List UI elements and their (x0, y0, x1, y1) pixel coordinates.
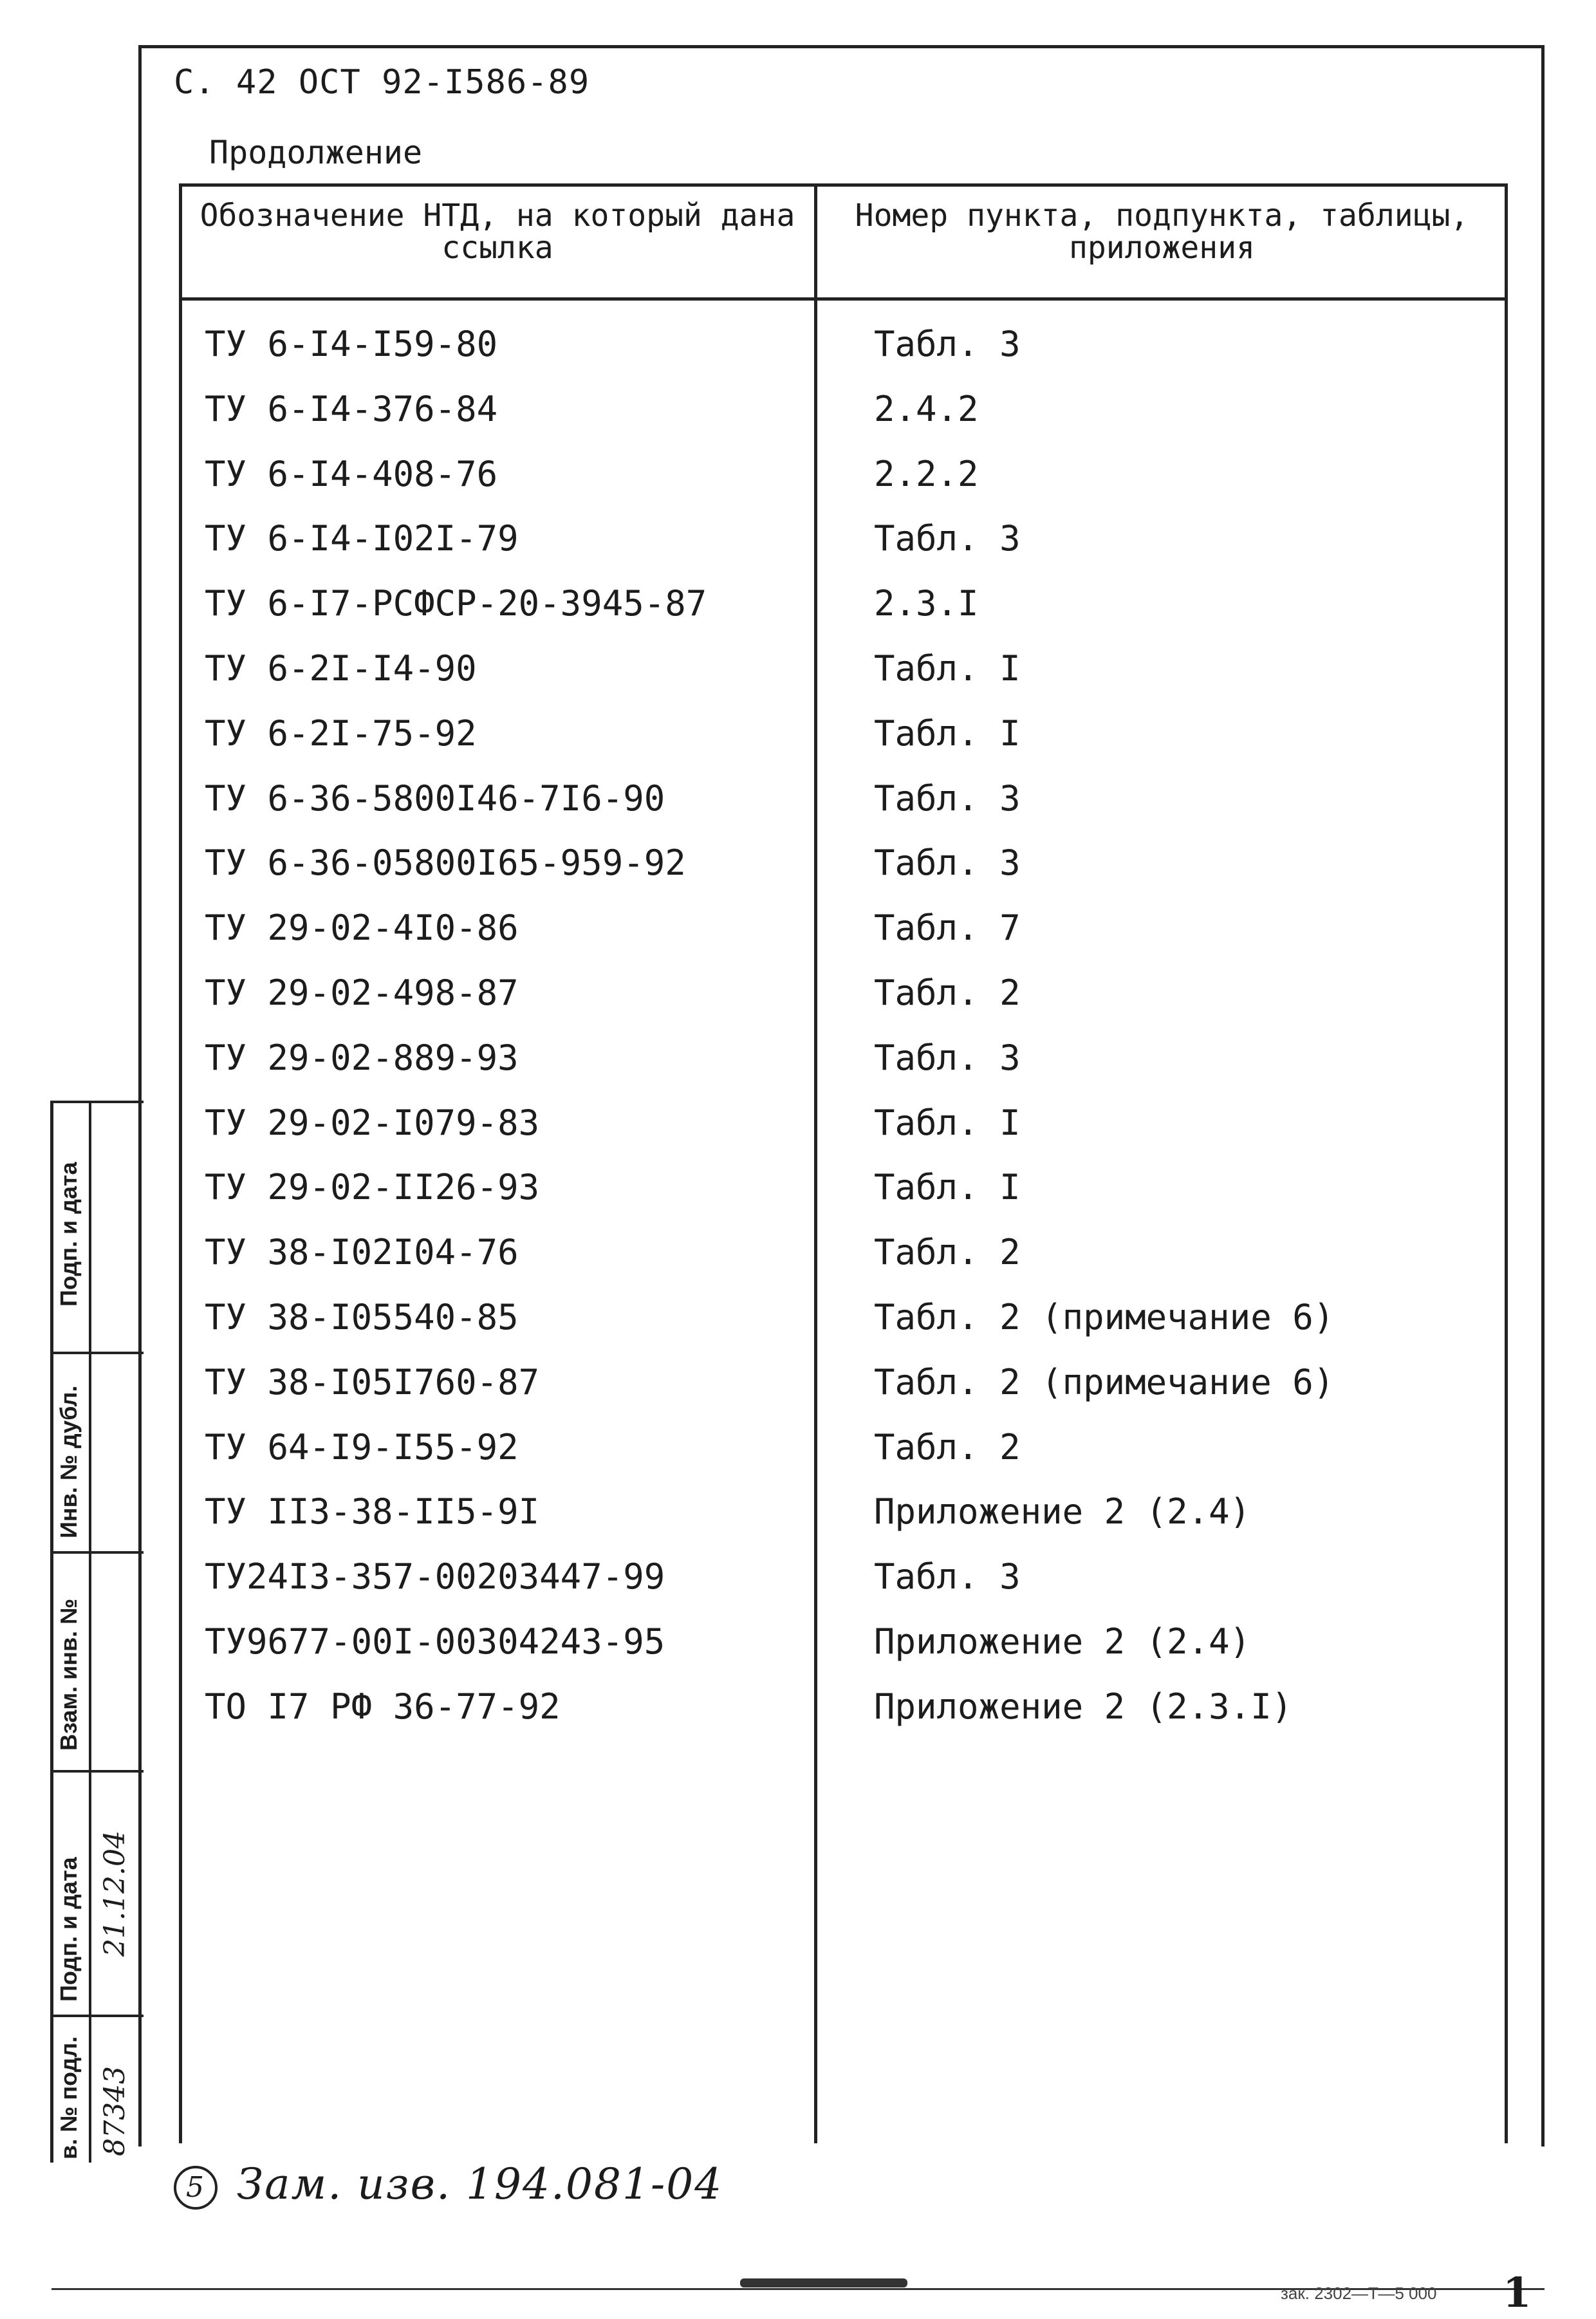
table-row (179, 702, 1508, 766)
reference-number: Табл. I (874, 1102, 1021, 1143)
stamp-label-replacement-inventory: Взам. инв. № (55, 1598, 82, 1751)
stamp-label-duplicate-inventory: Инв. № дубл. (55, 1385, 82, 1538)
table-row (179, 1091, 1508, 1155)
page-frame-right-border (1541, 45, 1545, 2147)
ntd-designation: ТУ 6-I4-I59-80 (205, 324, 498, 364)
ntd-designation: ТУ 29-02-498-87 (205, 973, 519, 1013)
ntd-designation: ТУ24I3-357-00203447-99 (205, 1556, 665, 1597)
table-row (179, 312, 1508, 377)
reference-number: Табл. 2 (примечание 6) (874, 1297, 1335, 1337)
table-row (179, 961, 1508, 1025)
table-row (179, 1026, 1508, 1090)
print-order-code: зак. 2302—Т—5 000 (1281, 2284, 1437, 2303)
circled-change-number: 5 (174, 2166, 218, 2210)
reference-number: Приложение 2 (2.4) (874, 1491, 1251, 1532)
stamp-outer-line (50, 1101, 53, 2163)
ntd-designation: ТУ 29-02-I079-83 (205, 1102, 540, 1143)
ntd-designation: ТУ9677-00I-00304243-95 (205, 1621, 665, 1662)
reference-number: Табл. 2 (874, 973, 1021, 1013)
reference-number: Приложение 2 (2.3.I) (874, 1686, 1293, 1727)
reference-number: Приложение 2 (2.4) (874, 1621, 1251, 1662)
table-row (179, 377, 1508, 442)
stamp-divider (50, 1101, 144, 1103)
handwritten-signature-date: 21.12.04 (98, 1830, 131, 1957)
reference-number: 2.4.2 (874, 388, 979, 429)
ntd-designation: ТУ 29-02-4I0-86 (205, 908, 519, 949)
reference-table (179, 183, 1508, 2143)
ntd-designation: ТО I7 РФ 36-77-92 (205, 1686, 561, 1727)
reference-number: 2.2.2 (874, 453, 979, 494)
table-row (179, 1155, 1508, 1220)
continuation-label: Продолжение (209, 134, 423, 171)
document-stamp-sidebar (50, 1101, 144, 2163)
column-header-reference: Номер пункта, подпункта, таблицы, приложения (855, 198, 1469, 266)
table-row (179, 1480, 1508, 1544)
table-row (179, 831, 1508, 895)
table-row (179, 1415, 1508, 1480)
reference-number: 2.3.I (874, 583, 979, 624)
reference-number: Табл. I (874, 648, 1021, 689)
stamp-label-signature-date-2: Подп. и дата (55, 1857, 82, 2002)
table-row (179, 1350, 1508, 1415)
ntd-designation: ТУ 38-I05540-85 (205, 1297, 519, 1337)
ntd-designation: ТУ 38-I05I760-87 (205, 1361, 540, 1402)
table-row (179, 442, 1508, 507)
table-top-border (179, 183, 1508, 187)
ntd-designation: ТУ 6-I4-376-84 (205, 388, 498, 429)
reference-number: Табл. I (874, 712, 1021, 754)
reference-number: Табл. 3 (874, 324, 1021, 364)
ntd-designation: ТУ 6-I4-I02I-79 (205, 518, 519, 559)
change-note-text: Зам. изв. 194.081-04 (237, 2159, 723, 2209)
stamp-label-signature-date: Подп. и дата (55, 1162, 82, 1307)
change-note (174, 2159, 723, 2210)
table-row (179, 637, 1508, 701)
footer-scan-smudge (740, 2278, 907, 2287)
stamp-label-original-inventory: в. № подл. (55, 2036, 82, 2159)
reference-number: Табл. 7 (874, 908, 1021, 949)
inventory-number: 87343 (98, 2066, 131, 2156)
table-row (179, 1220, 1508, 1285)
reference-number: Табл. 3 (874, 843, 1021, 884)
table-row (179, 572, 1508, 636)
reference-number: Табл. 3 (874, 778, 1021, 819)
stamp-divider (50, 2015, 144, 2017)
ntd-designation: ТУ 6-36-05800I65-959-92 (205, 843, 686, 884)
reference-number: Табл. 2 (примечание 6) (874, 1361, 1335, 1402)
table-row (179, 767, 1508, 831)
ntd-designation: ТУ 6-I4-408-76 (205, 453, 498, 494)
stamp-divider (50, 1551, 144, 1554)
reference-number: Табл. 3 (874, 1037, 1021, 1078)
reference-number: Табл. 2 (874, 1232, 1021, 1273)
reference-number: Табл. 2 (874, 1426, 1021, 1467)
table-row (179, 1545, 1508, 1609)
page-corner-mark: 1 (1503, 2269, 1532, 2317)
stamp-divider (50, 1352, 144, 1354)
reference-number: Табл. 3 (874, 1556, 1021, 1597)
reference-number: Табл. I (874, 1167, 1021, 1208)
table-row (179, 1285, 1508, 1350)
ntd-designation: ТУ II3-38-II5-9I (205, 1491, 540, 1532)
table-header-divider (179, 297, 1508, 301)
table-row (179, 507, 1508, 571)
table-row (179, 896, 1508, 960)
ntd-designation: ТУ 38-I02I04-76 (205, 1232, 519, 1273)
ntd-designation: ТУ 6-2I-75-92 (205, 712, 477, 754)
table-row (179, 1610, 1508, 1674)
page-frame-top-border (138, 45, 1541, 48)
ntd-designation: ТУ 6-36-5800I46-7I6-90 (205, 778, 665, 819)
stamp-column-line (89, 1101, 91, 2163)
ntd-designation: ТУ 6-I7-РСФСР-20-3945-87 (205, 583, 707, 624)
stamp-divider (50, 1770, 144, 1773)
document-code: С. 42 ОСТ 92-I586-89 (174, 63, 590, 102)
ntd-designation: ТУ 29-02-II26-93 (205, 1167, 540, 1208)
table-row (179, 1675, 1508, 1739)
reference-number: Табл. 3 (874, 518, 1021, 559)
ntd-designation: ТУ 29-02-889-93 (205, 1037, 519, 1078)
ntd-designation: ТУ 64-I9-I55-92 (205, 1426, 519, 1467)
ntd-designation: ТУ 6-2I-I4-90 (205, 648, 477, 689)
column-header-ntd: Обозначение НТД, на который дана ссылка (200, 198, 795, 266)
